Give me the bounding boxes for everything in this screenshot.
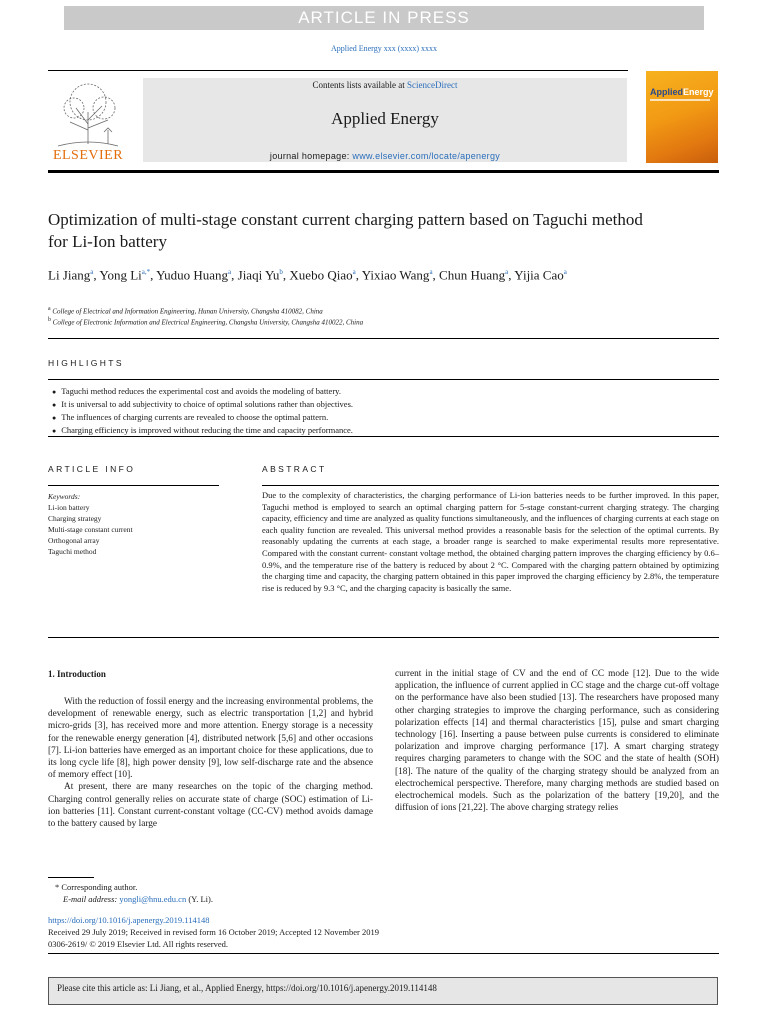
author-name: Chun Huang xyxy=(439,267,506,283)
copyright-line: 0306-2619/ © 2019 Elsevier Ltd. All rights reserved. xyxy=(48,939,228,949)
intro-paragraph-continued: current in the initial stage of CV and the end of CC mode [12]. Due to the wide application, the influence of current applied in CC stage and the charge cut-off voltage on the performance have also been studied [13]. The researchers have proposed many other charging strategies to improve the charging performance, such as considering polarization effects [14] and thermal characteristics [15], pulse and smart charging technology [16]. Inserting a pause between pulse currents is considered to eliminate polarization and improve charging performance [17]. A smart charging strategy requires charging parameters to change with the SOC and the state of health (SOH) [18]. The nature of the quality of the charging strategy should be analyzed from an electrochemical perspective. Therefore, many charging methods are studied based on electrochemical models. Such as the polarization of the battery [19,20], and the diffusion of ions [21,22]. The above charging strategy relies xyxy=(395,669,719,814)
abstract-bottom-rule xyxy=(48,637,719,638)
keyword: Li-ion battery xyxy=(48,503,90,512)
cover-word-applied: Applied xyxy=(650,87,683,97)
affiliation-b-sup: b xyxy=(48,317,51,323)
author-name: Yuduo Huang xyxy=(156,267,229,283)
journal-cover-thumbnail[interactable] xyxy=(646,71,718,163)
contents-prefix: Contents lists available at xyxy=(312,80,407,90)
article-in-press-banner: ARTICLE IN PRESS xyxy=(64,6,704,30)
highlights-top-rule xyxy=(48,379,719,380)
author-affiliation-sup[interactable]: a xyxy=(228,268,232,276)
author-list: Li Jiang$^a$, Yong $Li^{a,*}$, Yuduo Huang$^a$, Jiaqi Yu$^b$, Xuebo Qiao$^a$, Yixiao Wang$^a$, Chun Huang$^a$, Yijia Cao$^a$ xyxy=(48,267,567,283)
author-affiliation-sup[interactable]: a xyxy=(352,268,356,276)
sciencedirect-link[interactable]: ScienceDirect xyxy=(407,80,458,90)
top-rule xyxy=(48,70,628,71)
elsevier-wordmark: ELSEVIER xyxy=(52,148,124,163)
highlight-item: ● Charging efficiency is improved without reducing the time and capacity performance. xyxy=(52,424,353,437)
article-info-heading: ARTICLE INFO xyxy=(48,464,136,474)
email-link[interactable]: yongli@hnu.edu.cn xyxy=(119,894,187,904)
author-affiliation-sup[interactable]: a xyxy=(505,268,509,276)
author-name: Yixiao Wang xyxy=(361,267,430,283)
homepage-link[interactable]: www.elsevier.com/locate/apenergy xyxy=(352,151,501,161)
cover-rule xyxy=(650,99,710,101)
keyword: Multi-stage constant current xyxy=(48,525,133,534)
email-line xyxy=(55,893,213,905)
homepage-line xyxy=(143,151,627,161)
intro-paragraph-2: At present, there are many researches on the topic of the charging method. Charging control generally relies on accurate state of charge (SOC) estimation of Li-ion batteries [11]. Constant current-constant voltage (CC-CV) method avoids damage to the battery caused by large xyxy=(48,782,373,830)
highlight-item: ● Taguchi method reduces the experimental cost and avoids the modeling of battery. xyxy=(52,385,353,398)
author-affiliation-sup[interactable]: a,* xyxy=(141,268,151,276)
highlights-list xyxy=(52,385,353,437)
author-name: Yijia Cao xyxy=(514,267,564,283)
affiliation-a-text: College of Electrical and Information Engineering, Hunan University, Changsha 410082, China xyxy=(52,307,323,316)
author-name: Yong Li xyxy=(99,267,142,283)
footnote xyxy=(55,881,213,905)
author-name: Jiaqi Yu xyxy=(237,267,280,283)
author-name: Li Jiang xyxy=(48,267,91,283)
affiliation-b-text: College of Electronic Information and Electrical Engineering, Changsha University, Changsha 410022, China xyxy=(52,318,364,327)
email-label: E-mail address: xyxy=(63,894,120,904)
keyword: Taguchi method xyxy=(48,547,97,556)
abstract-rule xyxy=(262,485,719,486)
introduction-heading: 1. Introduction xyxy=(48,669,106,679)
footer-rule xyxy=(48,953,719,954)
masthead-rule xyxy=(48,170,719,173)
email-suffix: (Y. Li). xyxy=(186,894,213,904)
footnote-rule xyxy=(48,877,94,878)
body-column-left xyxy=(48,696,373,830)
journal-masthead xyxy=(143,78,627,162)
article-info-rule xyxy=(48,485,219,486)
cover-word-energy: Energy xyxy=(683,87,714,97)
highlight-item: ● It is universal to add subjectivity to choice of optimal solutions rather than objectives. xyxy=(52,398,353,411)
doi-link[interactable]: https://doi.org/10.1016/j.apenergy.2019.114148 xyxy=(48,915,210,925)
abstract-heading: ABSTRACT xyxy=(262,464,327,474)
corresponding-author-note: * Corresponding author. xyxy=(55,882,138,892)
highlights-bottom-rule xyxy=(48,436,719,437)
author-name: Xuebo Qiao xyxy=(289,267,353,283)
intro-paragraph-1: With the reduction of fossil energy and the increasing environmental problems, the development of renewable energy, such as electric transportation [1,2] and hybrid micro-grids [3], has received more and more attention. Energy storage is a necessity for the renewable energy generation [4], distributed network [5,6] and other occasions [7]. Li-ion batteries have emerged as an important choice for these applications, due to its long cycle life [8], high power density [9], low self-discharge rate and the absence of memory effect [10]. xyxy=(48,697,373,781)
affiliation-a-sup: a xyxy=(48,306,51,312)
affiliation-a xyxy=(48,306,323,315)
author-affiliation-sup[interactable]: a xyxy=(429,268,433,276)
contents-line xyxy=(143,80,627,90)
divider-rule xyxy=(48,338,719,339)
author-affiliation-sup[interactable]: a xyxy=(563,268,567,276)
journal-reference[interactable]: Applied Energy xxx (xxxx) xxxx xyxy=(330,44,438,53)
highlights-heading: HIGHLIGHTS xyxy=(48,358,124,368)
article-title: Optimization of multi-stage constant current charging pattern based on Taguchi method for Li-Ion battery xyxy=(48,210,643,251)
publication-info xyxy=(48,914,379,950)
keywords-block xyxy=(48,491,133,557)
keyword: Orthogonal array xyxy=(48,536,100,545)
keyword: Charging strategy xyxy=(48,514,102,523)
citation-box: Please cite this article as: Li Jiang, et al., Applied Energy, https://doi.org/10.1016/j.apenergy.2019.114148 xyxy=(48,977,718,1005)
body-column-right xyxy=(395,668,719,814)
homepage-prefix: journal homepage: xyxy=(269,151,353,161)
author-affiliation-sup[interactable]: a xyxy=(90,268,94,276)
highlight-item: ● The influences of charging currents are revealed to choose the optimal pattern. xyxy=(52,411,353,424)
keywords-label: Keywords: xyxy=(48,492,81,501)
author-affiliation-sup[interactable]: b xyxy=(279,268,283,276)
journal-name: Applied Energy xyxy=(331,109,439,128)
received-dates: Received 29 July 2019; Received in revised form 16 October 2019; Accepted 12 November 2019 xyxy=(48,927,379,937)
cover-title xyxy=(650,87,714,97)
affiliation-b xyxy=(48,317,363,326)
abstract-text: Due to the complexity of characteristics, the charging performance of Li-ion batteries needs to be further improved. In this paper, Taguchi method is employed to search an optimal charging pattern for 5-stage constant-current charging strategy. The charging capacity, efficiency and time are analyzed as quality functions simultaneously, and the influences of charging currents at each stage on each quality function are revealed. This universal method provides a reasonable basis for the selection of the optimal currents. By reasonably updating the currents at each stage, a broader range is searched to make experimental results more representative. Compared with the constant current- constant voltage method, the obtained charging pattern improves the charging efficiency by 0.6–0.9%, and the temperature rise of the battery is reduced by about 2 °C. Compared with the charging pattern obtained by optimizing the charging time and capacity, the charging pattern obtained in this paper improved the charging efficiency by 2.8%, the temperature rise is reduced by 9.3 °C, and the charging capacity is basically the same. xyxy=(262,490,719,593)
